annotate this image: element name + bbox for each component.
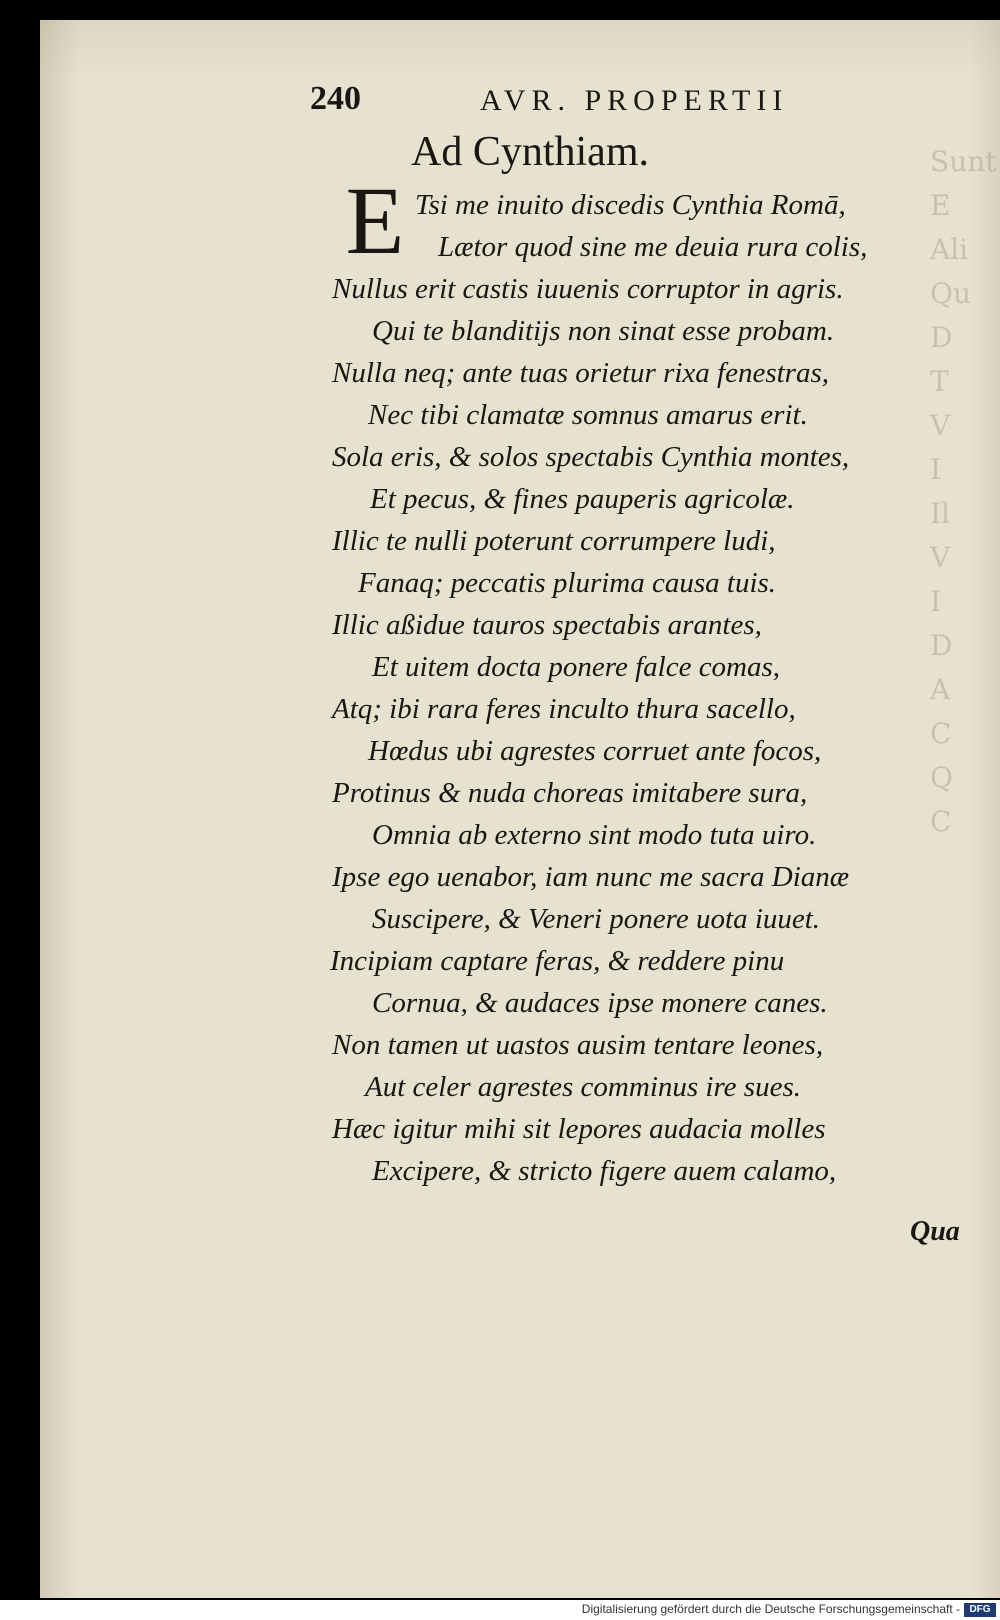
poem-line: Fanaq; peccatis plurima causa tuis. (358, 567, 777, 599)
poem-line: Atq; ibi rara feres inculto thura sacello, (332, 693, 796, 725)
bleed-letter: V (930, 541, 951, 574)
poem-line: Aut celer agrestes comminus ire sues. (365, 1071, 801, 1103)
bleed-through-text (930, 140, 1000, 1290)
poem-line: Non tamen ut uastos ausim tentare leones, (332, 1029, 824, 1061)
poem-line: Nulla neq; ante tuas orietur rixa fenestras, (332, 357, 829, 389)
poem-line: Illic te nulli poterunt corrumpere ludi, (332, 525, 776, 557)
dfg-logo: DFG (964, 1603, 996, 1617)
drop-capital: E (345, 167, 405, 274)
bleed-letter: Ali (930, 233, 969, 266)
bleed-letter: Qu (930, 277, 971, 310)
poem-title: Ad Cynthiam. (411, 129, 649, 175)
bleed-letter: D (930, 629, 953, 662)
bleed-letter: C (930, 717, 952, 750)
poem-line: Nullus erit castis iuuenis corruptor in agris. (332, 273, 844, 305)
bleed-letter: T (930, 365, 949, 398)
poem-line: Tsi me inuito discedis Cynthia Romā, (415, 189, 846, 221)
bleed-letter: Il (930, 497, 951, 530)
poem-line: Omnia ab externo sint modo tuta uiro. (372, 819, 817, 851)
bleed-letter: V (930, 409, 951, 442)
footer-credit: Digitalisierung gefördert durch die Deutsche Forschungsgemeinschaft - (581, 1602, 960, 1616)
poem-line: Qui te blanditijs non sinat esse probam. (372, 315, 835, 347)
poem-line: Hœdus ubi agrestes corruet ante focos, (368, 735, 822, 767)
poem-line: Illic aßidue tauros spectabis arantes, (332, 609, 762, 641)
bleed-letter: I (930, 585, 942, 618)
bleed-letter: Sunt (930, 145, 997, 178)
poem-line: Protinus & nuda choreas imitabere sura, (332, 777, 808, 809)
poem-line: Cornua, & audaces ipse monere canes. (372, 987, 828, 1019)
bleed-letter: I (930, 453, 942, 486)
poem-line: Hæc igitur mihi sit lepores audacia molles (332, 1113, 826, 1145)
page-number: 240 (310, 80, 361, 117)
bleed-letter: Q (930, 761, 953, 794)
poem-line: Suscipere, & Veneri ponere uota iuuet. (372, 903, 821, 935)
bleed-letter: D (930, 321, 953, 354)
poem-line: Incipiam captare feras, & reddere pinu (330, 945, 785, 977)
page-header (0, 80, 1000, 130)
poem-line: Sola eris, & solos spectabis Cynthia montes, (332, 441, 850, 473)
catchword: Qua (910, 1216, 960, 1247)
poem-line: Excipere, & stricto figere auem calamo, (372, 1155, 837, 1187)
bleed-letter: C (930, 805, 952, 838)
running-title: AVR. PROPERTII (480, 84, 789, 117)
bleed-letter: A (930, 673, 951, 706)
poem-line: Lætor quod sine me deuia rura colis, (438, 231, 868, 263)
poem-line: Et pecus, & fines pauperis agricolæ. (370, 483, 795, 515)
poem-line: Et uitem docta ponere falce comas, (372, 651, 781, 683)
poem-line: Nec tibi clamatæ somnus amarus erit. (368, 399, 808, 431)
poem-line: Ipse ego uenabor, iam nunc me sacra Dianæ (332, 861, 850, 893)
bleed-letter: E (930, 189, 951, 222)
digitization-footer (0, 1600, 1000, 1620)
